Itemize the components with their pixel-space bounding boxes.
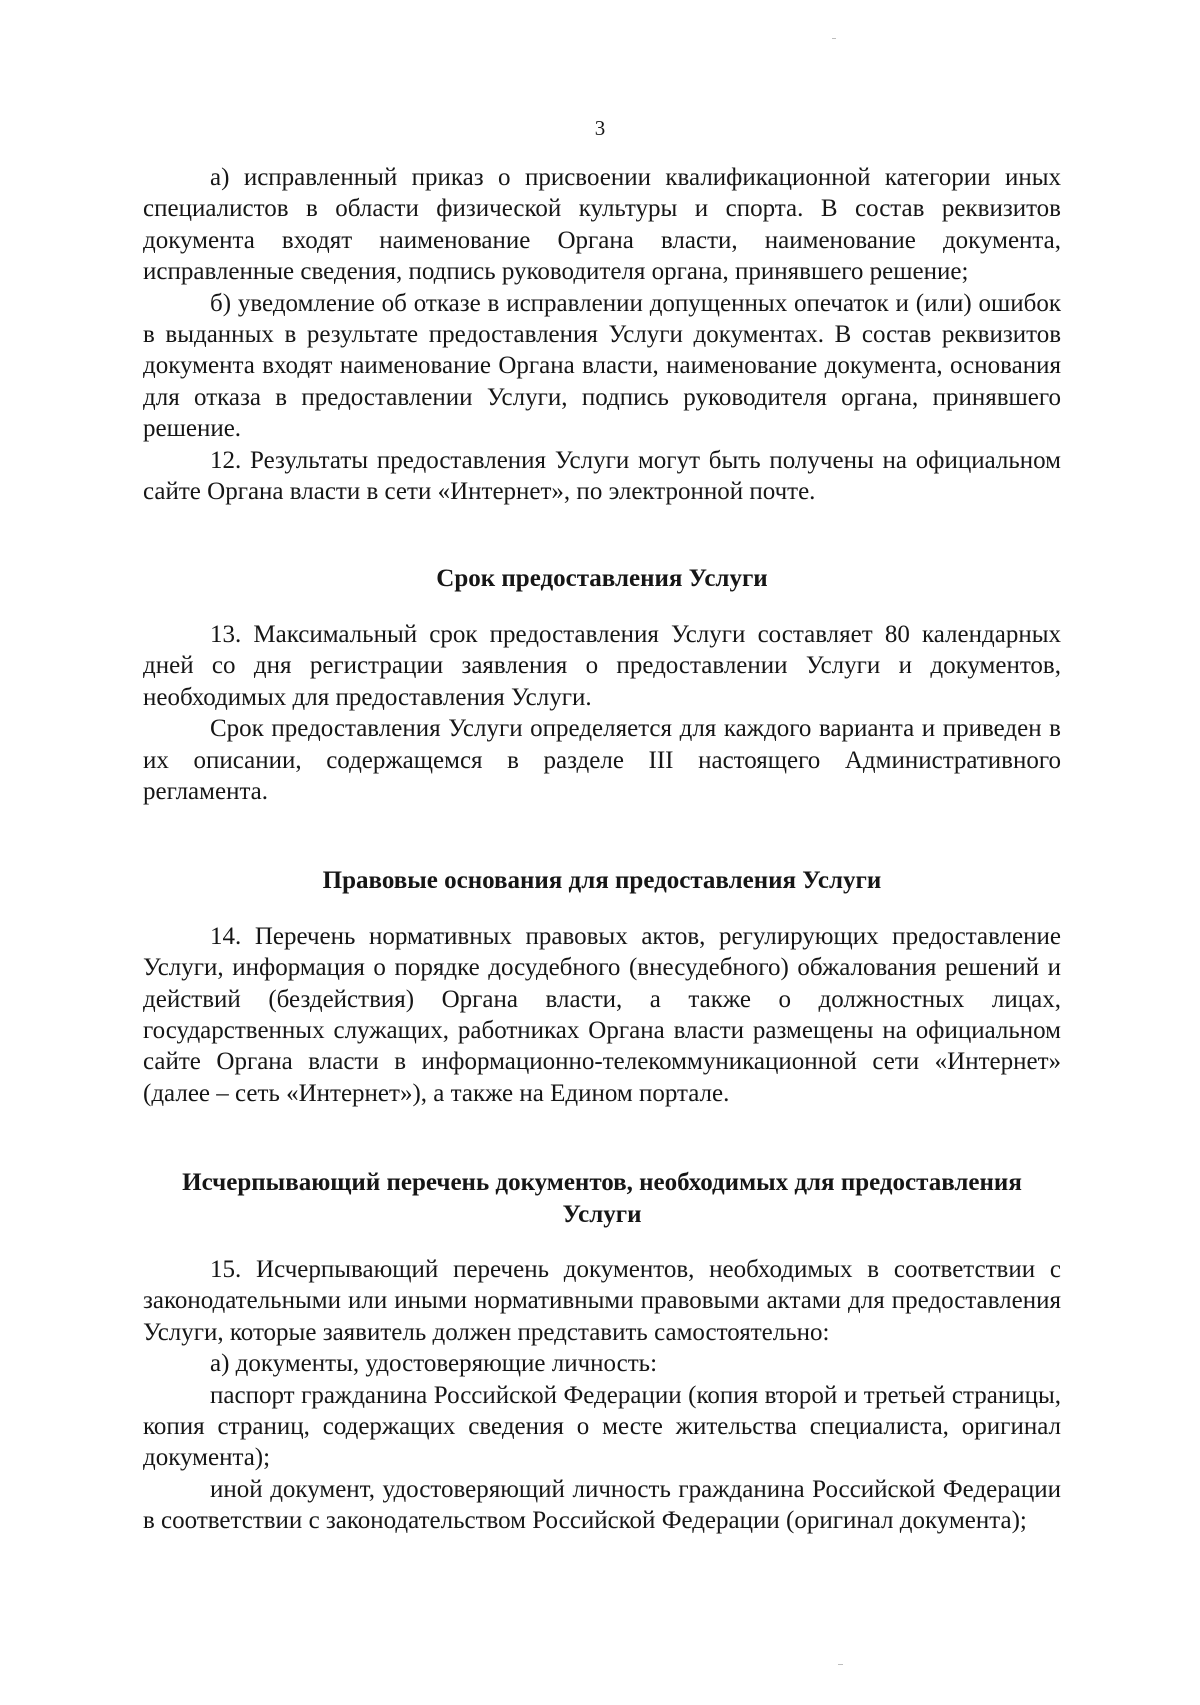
paragraph-term-variant: Срок предоставления Услуги определяется для каждого варианта и приведен в их описании, содержащемся в разделе III настоящего Административного регламента. [143,715,1061,805]
paragraph-13-max-term: 13. Максимальный срок предоставления Услуги составляет 80 календарных дней со дня регистрации заявления о предоставлении Услуги и документов, необходимых для предоставления Услуги. [143,620,1061,711]
document-body [143,162,1061,1537]
paragraph-b-refusal-notice: б) уведомление об отказе в исправлении допущенных опечаток и (или) ошибок в выданных в результате предоставления Услуги документах. В состав реквизитов документа входят наименование Органа власти, наименование документа, основания для отказа в предоставлении Услуги, подпись руководителя органа, принявшего решение. [143,289,1061,443]
scan-speck-bottom [838,1664,843,1665]
paragraph-a-identity-docs: а) документы, удостоверяющие личность: [210,1350,658,1378]
scan-speck-top [832,38,836,39]
paragraph-12-results: 12. Результаты предоставления Услуги могут быть получены на официальном сайте Органа власти в сети «Интернет», по электронной почте. [143,446,1061,506]
paragraph-a-corrected-order: а) исправленный приказ о присвоении квалификационной категории иных специалистов в области физической культуры и спорта. В состав реквизитов документа входят наименование Органа власти, наименование документа, исправленные сведения, подпись руководителя органа, принявшего решение; [143,164,1061,286]
heading-service-term: Срок предоставления Услуги [436,565,768,593]
paragraph-15-documents: 15. Исчерпывающий перечень документов, необходимых в соответствии с законодательными или иными нормативными правовыми актами для предоставления Услуги, которые заявитель должен представить самостоятельно: [143,1255,1061,1346]
paragraph-passport: паспорт гражданина Российской Федерации (копия второй и третьей страницы, копия страниц, содержащих сведения о месте жительства специалиста, оригинал документа); [143,1381,1061,1472]
heading-documents-list: Исчерпывающий перечень документов, необходимых для предоставления Услуги [182,1169,1022,1228]
paragraph-14-legal-acts: 14. Перечень нормативных правовых актов, регулирующих предоставление Услуги, информация о порядке досудебного (внесудебного) обжалования решений и действий (бездействия) Органа власти, а также о должностных лицах, государственных служащих, работниках Органа власти размещены на официальном сайте Органа власти в информационно-телекоммуникационной сети «Интернет» (далее – сеть «Интернет»), а также на Едином портале. [143,922,1061,1107]
paragraph-other-id-document: иной документ, удостоверяющий личность гражданина Российской Федерации в соответствии с законодательством Российской Федерации (оригинал документа); [143,1475,1061,1535]
page-number: 3 [594,116,606,140]
heading-legal-grounds: Правовые основания для предоставления Услуги [322,867,882,895]
